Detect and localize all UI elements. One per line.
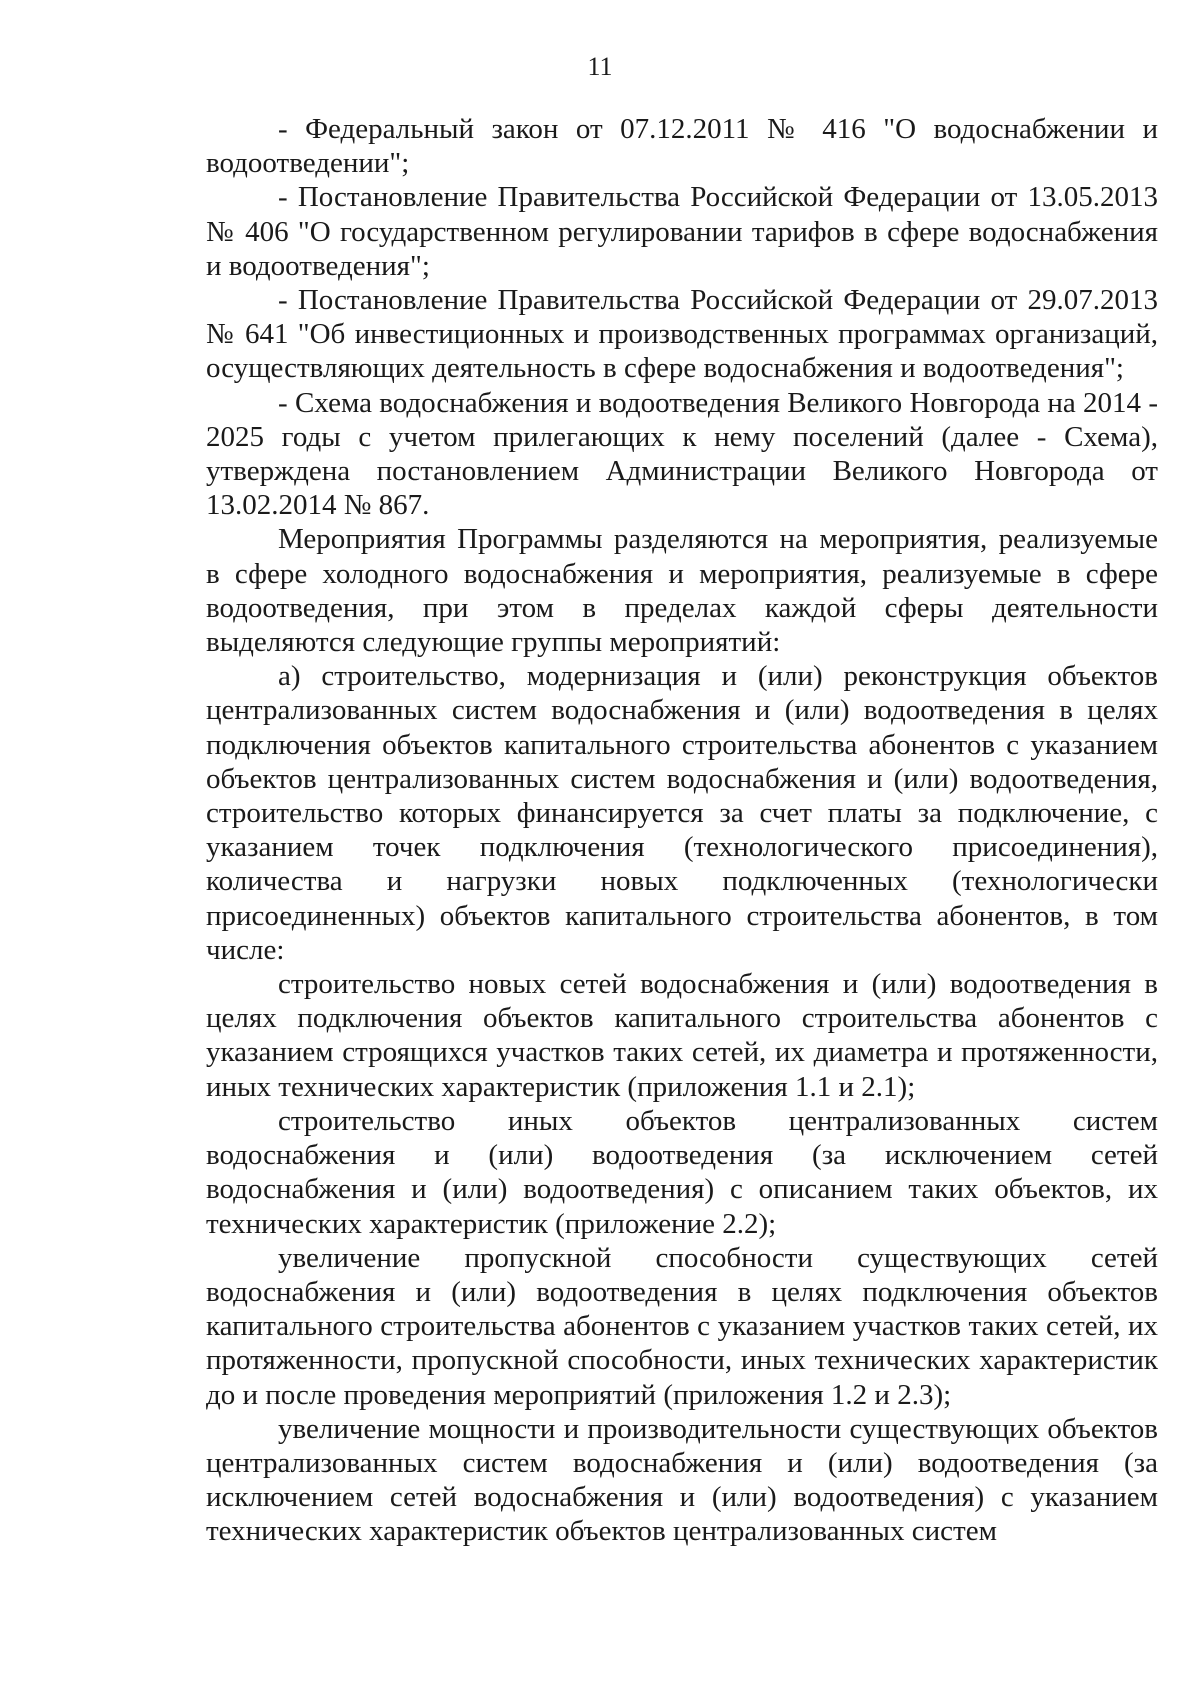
paragraph-item-a: а) строительство, модернизация и (или) реконструкция объектов централизованных систем водоснабжения и (или) водоотведения в целях подключения объектов капитального строительства абонентов с указанием объектов централизованных систем водоснабжения и (или) водоотведения, строительство которых финансируется за счет платы за подключение, с указанием точек подключения (технологического присоединения), количества и нагрузки новых подключенных (технологически присоединенных) объектов капитального строительства абонентов, в том числе: <box>206 660 1158 966</box>
paragraph-power-increase: увеличение мощности и производительности существующих объектов централизованных систем водоснабжения и (или) водоотведения (за исключением сетей водоснабжения и (или) водоотведения) с указанием технических характеристик объектов централизованных систем <box>206 1412 1158 1548</box>
paragraph-resolution-641: - Постановление Правительства Российской Федерации от 29.07.2013 № 641 "Об инвестиционных и производственных программах организаций, осуществляющих деятельность в сфере водоснабжения и водоотведения"; <box>206 284 1158 385</box>
paragraph-program-measures: Мероприятия Программы разделяются на мероприятия, реализуемые в сфере холодного водоснабжения и мероприятия, реализуемые в сфере водоотведения, при этом в пределах каждой сферы деятельности выделяются следующие группы мероприятий: <box>206 523 1158 659</box>
paragraph-federal-law: - Федеральный закон от 07.12.2011 № 416 "О водоснабжении и водоотведении"; <box>206 113 1158 180</box>
paragraph-resolution-406: - Постановление Правительства Российской Федерации от 13.05.2013 № 406 "О государственном регулировании тарифов в сфере водоснабжения и водоотведения"; <box>206 181 1158 282</box>
document-body <box>206 112 1158 1549</box>
paragraph-capacity-increase: увеличение пропускной способности существующих сетей водоснабжения и (или) водоотведения в целях подключения объектов капитального строительства абонентов с указанием участков таких сетей, их протяженности, пропускной способности, иных технических характеристик до и после проведения мероприятий (приложения 1.2 и 2.3); <box>206 1241 1158 1411</box>
page-number: 11 <box>587 52 613 81</box>
paragraph-other-objects: строительство иных объектов централизованных систем водоснабжения и (или) водоотведения (за исключением сетей водоснабжения и (или) водоотведения) с описанием таких объектов, их технических характеристик (приложение 2.2); <box>206 1104 1158 1240</box>
paragraph-new-networks: строительство новых сетей водоснабжения и (или) водоотведения в целях подключения объектов капитального строительства абонентов с указанием строящихся участков таких сетей, их диаметра и протяженности, иных технических характеристик (приложения 1.1 и 2.1); <box>206 968 1158 1103</box>
paragraph-scheme: - Схема водоснабжения и водоотведения Великого Новгорода на 2014 - 2025 годы с учетом прилегающих к нему поселений (далее - Схема), утверждена постановлением Администрации Великого Новгорода от 13.02.2014 № 867. <box>206 386 1158 522</box>
